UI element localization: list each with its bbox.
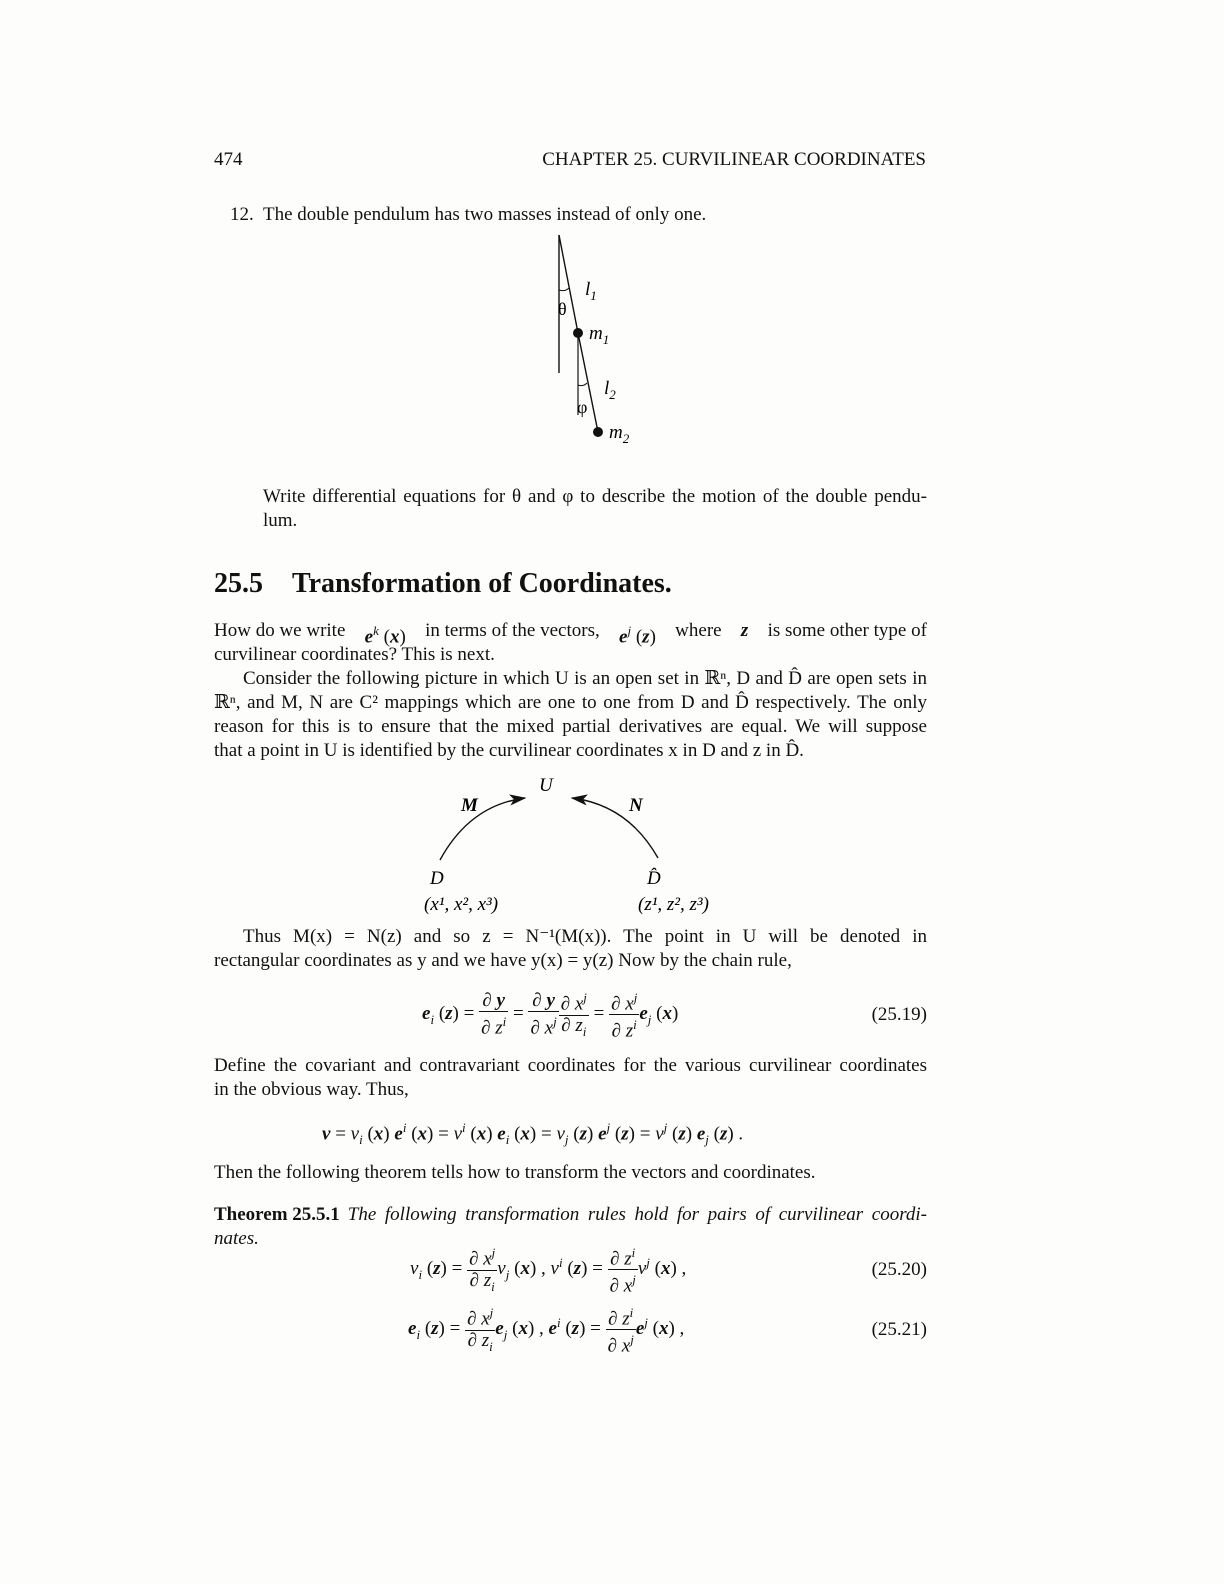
diagram-D: D bbox=[430, 868, 444, 889]
theorem-line1 bbox=[214, 1203, 927, 1227]
m2-label: m bbox=[609, 422, 623, 443]
m2-subscript: 2 bbox=[622, 431, 630, 446]
para1-line2: curvilinear coordinates? This is next. bbox=[214, 644, 495, 665]
diagram-N: N bbox=[629, 795, 643, 816]
svg-text:m2 bbox=[609, 422, 630, 446]
para2-line2: ℝⁿ, and M, N are C² mappings which are one to one from D and D̂ respectively. The only bbox=[214, 692, 927, 713]
arrow-M bbox=[440, 798, 525, 860]
m1-subscript: 1 bbox=[602, 332, 610, 347]
equation-25-19: $e_i$ (z) = $\frac{\partial y}{\partial z^i}$ = $\frac{\partial y}{\partial x^j}$ $\frac{\partial x^j}{\partial z_i}$ = $\frac{\partial x^j}{\partial z^i}$ $e_j$ (x) bbox=[422, 990, 679, 1042]
e-k-of-x: $e^k$ (x) bbox=[364, 623, 406, 648]
para4-line1: Define the covariant and contravariant coordinates for the various curvilinear coordinates bbox=[214, 1055, 927, 1076]
svg-text:l2 bbox=[604, 378, 616, 402]
para3-line2: rectangular coordinates as y and we have y(x) = y(z) Now by the chain rule, bbox=[214, 950, 792, 971]
arrow-N bbox=[572, 798, 658, 858]
theta-arc bbox=[559, 288, 569, 291]
svg-text:m1 bbox=[589, 323, 609, 347]
exercise-number: 12. bbox=[230, 204, 254, 225]
para2-line4: that a point in U is identified by the curvilinear coordinates x in D and z in D̂. bbox=[214, 740, 804, 761]
theorem-text-line2: nates. bbox=[214, 1228, 259, 1249]
phi-label: φ bbox=[577, 397, 588, 417]
exercise-task-line1: Write differential equations for θ and φ to describe the motion of the double pendu- bbox=[263, 486, 927, 507]
section-number: 25.5 bbox=[214, 568, 263, 599]
theorem-text-line1: The following transformation rules hold for pairs of curvilinear coordi- bbox=[347, 1204, 927, 1225]
equation-number-25-21: (25.21) bbox=[871, 1319, 927, 1340]
mapping-diagram bbox=[400, 770, 760, 920]
running-title: CHAPTER 25. CURVILINEAR COORDINATES bbox=[542, 149, 926, 170]
theta-label: θ bbox=[558, 299, 567, 319]
svg-text:l1 bbox=[585, 279, 597, 303]
mass-2-bob bbox=[593, 427, 603, 437]
phi-arc bbox=[578, 383, 587, 386]
equation-number-25-19: (25.19) bbox=[871, 1004, 927, 1025]
para2-line3: reason for this is to ensure that the mixed partial derivatives are equal. We will suppose bbox=[214, 716, 927, 737]
equation-number-25-20: (25.20) bbox=[871, 1259, 927, 1280]
para4-line2: in the obvious way. Thus, bbox=[214, 1079, 409, 1100]
diagram-D-hat: D̂ bbox=[647, 868, 661, 889]
e-j-of-z: $e^j$ (z) bbox=[619, 623, 656, 648]
para3-line1: Thus M(x) = N(z) and so z = N⁻¹(M(x)). The point in U will be denoted in bbox=[243, 926, 927, 947]
para5: Then the following theorem tells how to transform the vectors and coordinates. bbox=[214, 1162, 816, 1183]
l2-subscript: 2 bbox=[609, 387, 616, 402]
page-number: 474 bbox=[214, 149, 243, 170]
exercise-intro: The double pendulum has two masses instead of only one. bbox=[263, 204, 707, 225]
diagram-M: M bbox=[461, 795, 478, 816]
m1-label: m bbox=[589, 323, 603, 344]
diagram-U: U bbox=[539, 775, 553, 796]
para1-line1: How do we write $e^k$ (x) in terms of the vectors, $e^j$ (z) where z is some other type of bbox=[214, 620, 927, 648]
l1-subscript: 1 bbox=[590, 288, 597, 303]
theorem-label: Theorem 25.5.1 bbox=[214, 1204, 340, 1225]
section-title: Transformation of Coordinates. bbox=[292, 568, 672, 599]
l2-label: l bbox=[604, 378, 610, 399]
equation-vector-decomposition: $v = v_i$ (x) $e^i$ $(x) = v^i$ (x) $e_i$ $(x) = v_j$ (z) $e^j$ $(z) = v^j$ (z) $e_j$ (z) . bbox=[322, 1120, 744, 1148]
diagram-z-coords: (z¹, z², z³) bbox=[638, 894, 709, 915]
double-pendulum-figure bbox=[530, 230, 670, 450]
diagram-x-coords: (x¹, x², x³) bbox=[424, 894, 499, 915]
para2-line1: Consider the following picture in which U is an open set in ℝⁿ, D and D̂ are open sets in bbox=[243, 668, 927, 689]
equation-25-21: $e_i$ (z) = $\frac{\partial x^j}{\partial z_i}$ $e_j$ (x) , $e^i$ (z) = $\frac{\partial z^i}{\partial x^j}$ $e^j$ (x) , bbox=[408, 1305, 685, 1357]
exercise-task-line2: lum. bbox=[263, 510, 298, 531]
pendulum-rod-2 bbox=[578, 333, 598, 432]
l1-label: l bbox=[585, 279, 591, 300]
mass-1-bob bbox=[573, 328, 583, 338]
equation-25-20: $v_i$ (z) = $\frac{\partial x^j}{\partial z_i}$ $v_j$ (x) , $v^i$ (z) = $\frac{\partial z^i}{\partial x^j}$ $v^j$ (x) , bbox=[410, 1245, 687, 1297]
